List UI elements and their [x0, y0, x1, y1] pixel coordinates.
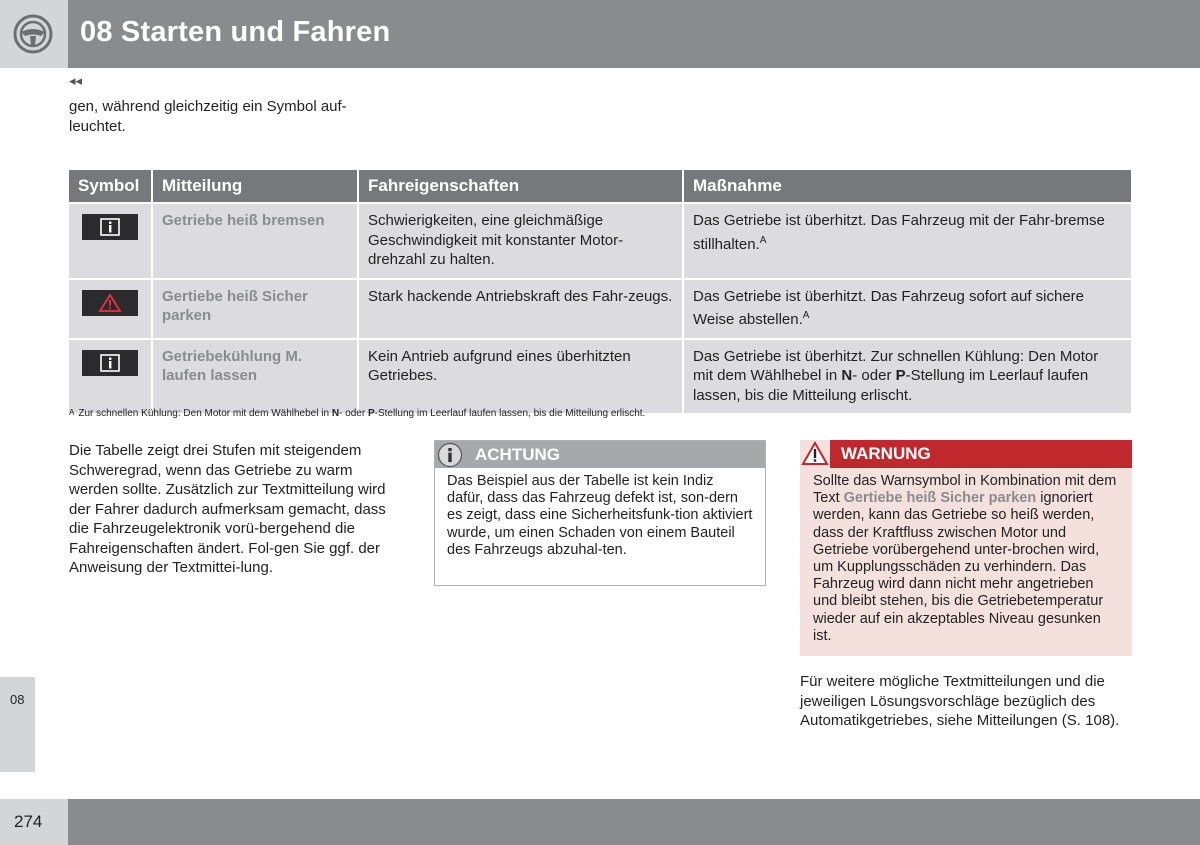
achtung-header [435, 441, 765, 468]
warnung-text: Sollte das Warnsymbol in Kombination mit dem Text Gertiebe heiß Sicher parken ignoriert werden, kann das Getriebe so heiß werden, dass der Kraftfluss zwischen Motor und Getriebe vorübergehend unter-brochen wird, um Kupplungsschäden zu verhindern. Das Fahrzeug wird dann nicht mehr angetrieben und bleibt stehen, bis die Getriebetemperatur wieder auf ein akzeptables Niveau gesunken ist. [813, 473, 1117, 644]
col-header-symbol: Symbol [69, 170, 152, 203]
achtung-box [434, 440, 766, 586]
behaviour-cell: Schwierigkeiten, eine gleichmäßige Geschwindigkeit mit konstanter Motor-drehzahl zu halten. [358, 203, 683, 279]
table-row [69, 203, 1131, 279]
page-number: 274 [14, 812, 43, 831]
footnote-marker: A [69, 408, 75, 417]
chapter-icon-box [0, 0, 68, 68]
info-circle-icon [437, 442, 463, 468]
symbol-cell [69, 203, 152, 279]
message-cell: Getriebe heiß bremsen [152, 203, 358, 279]
warning-triangle-icon [800, 440, 830, 468]
symbol-cell [69, 339, 152, 414]
action-cell: Das Getriebe ist überhitzt. Das Fahrzeug sofort auf sichere Weise abstellen.$^A$ [683, 279, 1131, 339]
body-text-left: Die Tabelle zeigt drei Stufen mit steigendem Schweregrad, wenn das Getriebe zu warm werden sollte. Zusätzlich zur Textmitteilung wird der Fahrer dadurch aufmerksam gemacht, dass die Fahrzeugelektronik vorü-bergehend die Fahreigenschaften ändert. Fol-gen Sie ggf. der Anweisung der Textmittei-lung. [69, 442, 386, 576]
footnote-ref: A [759, 234, 767, 246]
continuation-mark: ◂◂ [69, 73, 83, 88]
behaviour-cell: Stark hackende Antriebskraft des Fahr-zeugs. [358, 279, 683, 339]
message-cell: Gertiebe heiß Sicher parken [152, 279, 358, 339]
action-cell: Das Getriebe ist überhitzt. Das Fahrzeug mit der Fahr-bremse stillhalten.$^A$ [683, 203, 1131, 279]
info-icon [82, 350, 138, 376]
chapter-title: 08 Starten und Fahren [80, 16, 391, 48]
action-cell: Das Getriebe ist überhitzt. Zur schnellen Kühlung: Den Motor mit dem Wählhebel in N- oder P-Stellung im Leerlauf laufen lassen, bis die Mitteilung erlischt. [683, 339, 1131, 414]
warning-triangle-icon [82, 290, 138, 316]
warnung-box [800, 440, 1132, 656]
steering-wheel-icon [13, 14, 53, 54]
table-header-row [69, 170, 1131, 203]
achtung-text: Das Beispiel aus der Tabelle ist kein Indiz dafür, dass das Fahrzeug defekt ist, son-dern es zeigt, dass eine Sicherheitsfunk-tion aktiviert wurde, um einen Schaden von einem Bauteil des Fahrzeugs abzuhal-ten. [447, 473, 753, 558]
body-text-right: Für weitere mögliche Textmitteilungen und die jeweiligen Lösungsvorschläge bezüglich des Automatikgetriebes, siehe Mitteilungen (S. 108). [800, 673, 1120, 729]
chapter-side-tab: 08 [0, 677, 35, 772]
info-icon [82, 214, 138, 240]
warnung-header [800, 440, 1132, 468]
message-cell: Getriebekühlung M. laufen lassen [152, 339, 358, 414]
col-header-message: Mitteilung [152, 170, 358, 203]
footnote-ref: A [802, 310, 810, 321]
achtung-title: ACHTUNG [475, 445, 560, 464]
transmission-message-table [69, 170, 1131, 413]
warnung-title: WARNUNG [841, 444, 931, 463]
col-header-action: Maßnahme [683, 170, 1131, 203]
behaviour-cell: Kein Antrieb aufgrund eines überhitzten Getriebes. [358, 339, 683, 414]
symbol-cell [69, 279, 152, 339]
intro-text: gen, während gleichzeitig ein Symbol auf-leuchtet. [69, 98, 347, 135]
table-row [69, 279, 1131, 339]
warnung-highlight: Gertiebe heiß Sicher parken [843, 490, 1037, 507]
col-header-behaviour: Fahreigenschaften [358, 170, 683, 203]
page-footer [0, 799, 1200, 845]
table-footnote: $^A$ Zur schnellen Kühlung: Den Motor mit dem Wählhebel in N- oder P-Stellung im Leerlauf laufen lassen, bis die Mitteilung erlischt. [69, 408, 646, 419]
table-row [69, 339, 1131, 414]
